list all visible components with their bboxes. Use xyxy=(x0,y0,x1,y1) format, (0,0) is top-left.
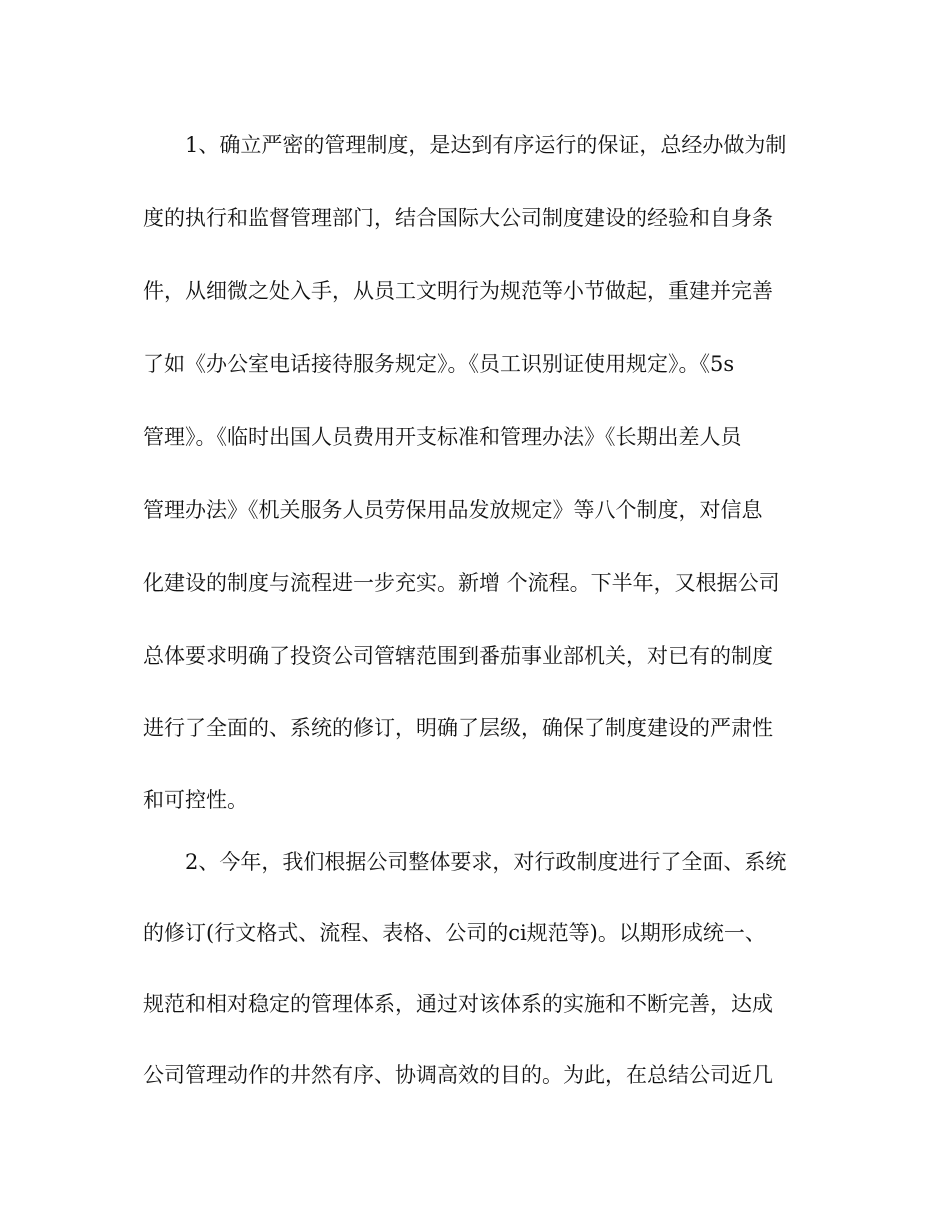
paragraph-2-line-3: 规范和相对稳定的管理体系，通过对该体系的实施和不断完善，达成 xyxy=(143,992,773,1016)
paragraph-1-line-1: 1、确立严密的管理制度，是达到有序运行的保证，总经办做为制 xyxy=(185,133,787,157)
paragraph-1-line-3: 件，从细微之处入手，从员工文明行为规范等小节做起，重建并完善 xyxy=(143,279,773,303)
paragraph-1-line-10: 和可控性。 xyxy=(143,788,248,812)
paragraph-2-line-2: 的修订(行文格式、流程、表格、公司的ci规范等)。以期形成统一、 xyxy=(143,921,766,945)
paragraph-1-line-7: 化建设的制度与流程进一步充实。新增 个流程。下半年，又根据公司 xyxy=(143,571,780,595)
paragraph-1-line-9: 进行了全面的、系统的修订，明确了层级，确保了制度建设的严肃性 xyxy=(143,716,773,740)
paragraph-2-line-1: 2、今年，我们根据公司整体要求，对行政制度进行了全面、系统 xyxy=(185,850,787,874)
paragraph-1-line-6: 管理办法》《机关服务人员劳保用品发放规定》等八个制度，对信息 xyxy=(143,498,763,522)
paragraph-1-line-8: 总体要求明确了投资公司管辖范围到番茄事业部机关，对已有的制度 xyxy=(143,644,773,668)
paragraph-1-line-4: 了如《办公室电话接待服务规定》。《员工识别证使用规定》。《5s xyxy=(143,352,735,376)
paragraph-1-line-5: 管理》。《临时出国人员费用开支标准和管理办法》《长期出差人员 xyxy=(143,425,742,449)
paragraph-1-line-2: 度的执行和监督管理部门，结合国际大公司制度建设的经验和自身条 xyxy=(143,206,773,230)
paragraph-2-line-4: 公司管理动作的井然有序、协调高效的目的。为此，在总结公司近几 xyxy=(143,1063,773,1087)
